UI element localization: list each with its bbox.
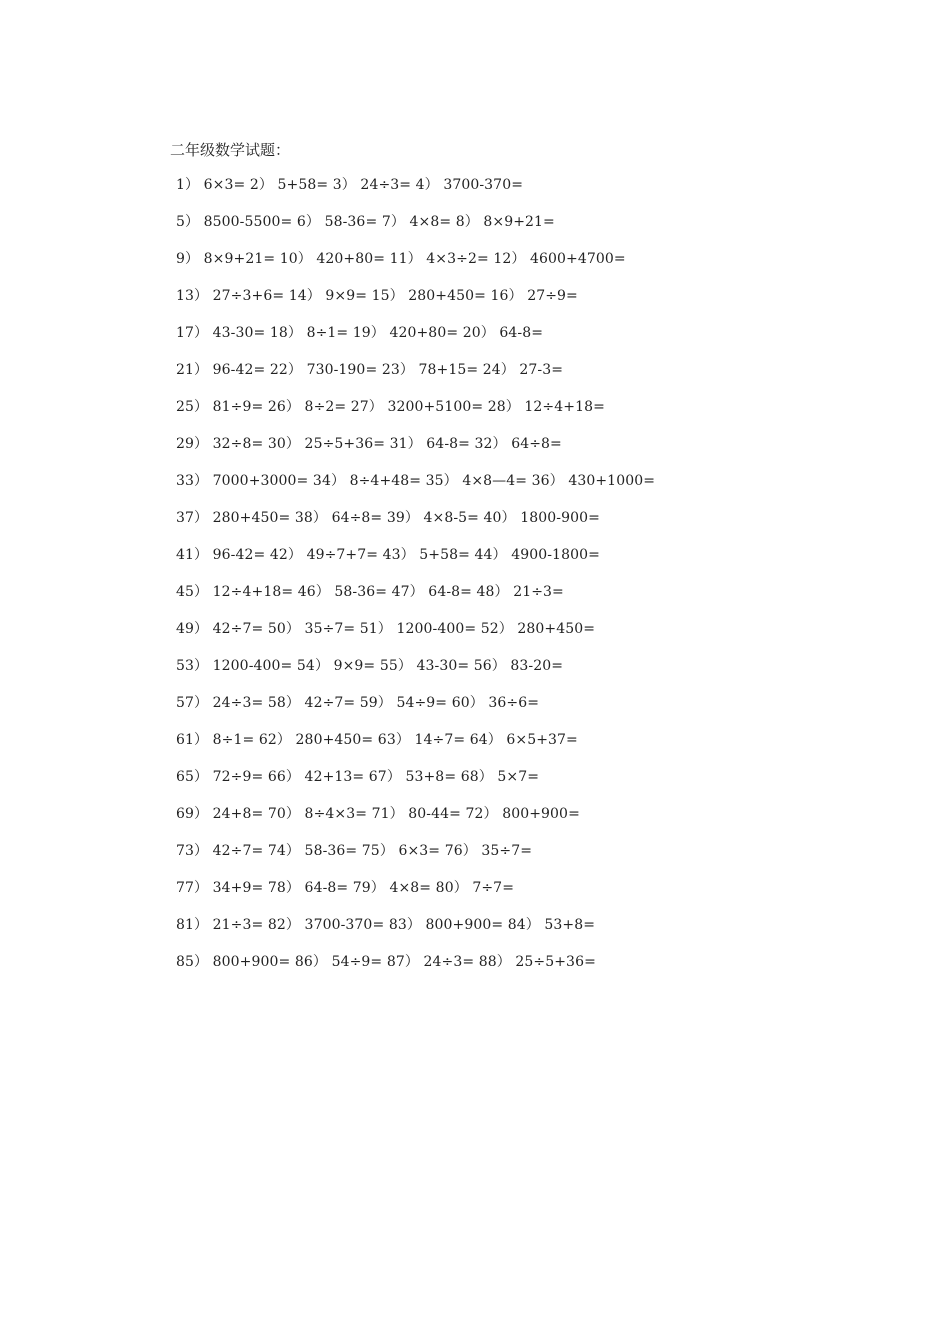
problem-row: 45） 12÷4+18= 46） 58-36= 47） 64-8= 48） 21÷3= — [176, 584, 564, 600]
problem-row: 9） 8×9+21= 10） 420+80= 11） 4×3÷2= 12） 4600+4700= — [176, 251, 626, 267]
problem-row: 61） 8÷1= 62） 280+450= 63） 14÷7= 64） 6×5+37= — [176, 732, 578, 748]
problem-row: 21） 96-42= 22） 730-190= 23） 78+15= 24） 27-3= — [176, 362, 564, 378]
problem-row: 5） 8500-5500= 6） 58-36= 7） 4×8= 8） 8×9+21= — [176, 214, 555, 230]
problem-row: 53） 1200-400= 54） 9×9= 55） 43-30= 56） 83-20= — [176, 658, 564, 674]
problem-row: 73） 42÷7= 74） 58-36= 75） 6×3= 76） 35÷7= — [176, 843, 533, 859]
problem-row: 81） 21÷3= 82） 3700-370= 83） 800+900= 84） 53+8= — [176, 917, 596, 933]
problem-row: 17） 43-30= 18） 8÷1= 19） 420+80= 20） 64-8= — [176, 325, 544, 341]
problem-row: 57） 24÷3= 58） 42÷7= 59） 54÷9= 60） 36÷6= — [176, 695, 540, 711]
problem-row: 65） 72÷9= 66） 42+13= 67） 53+8= 68） 5×7= — [176, 769, 540, 785]
problem-row: 41） 96-42= 42） 49÷7+7= 43） 5+58= 44） 4900-1800= — [176, 547, 600, 563]
problem-row: 77） 34+9= 78） 64-8= 79） 4×8= 80） 7÷7= — [176, 880, 515, 896]
problem-row: 85） 800+900= 86） 54÷9= 87） 24÷3= 88） 25÷5+36= — [176, 954, 596, 970]
problem-row: 13） 27÷3+6= 14） 9×9= 15） 280+450= 16） 27÷9= — [176, 288, 578, 304]
problem-row: 33） 7000+3000= 34） 8÷4+48= 35） 4×8—4= 36） 430+1000= — [176, 473, 656, 489]
problem-row: 37） 280+450= 38） 64÷8= 39） 4×8-5= 40） 1800-900= — [176, 510, 600, 526]
problem-row: 1） 6×3= 2） 5+58= 3） 24÷3= 4） 3700-370= — [176, 177, 524, 193]
problem-list — [176, 175, 876, 989]
page-title: 二年级数学试题： — [170, 141, 291, 159]
problem-row: 25） 81÷9= 26） 8÷2= 27） 3200+5100= 28） 12÷4+18= — [176, 399, 605, 415]
problem-row: 29） 32÷8= 30） 25÷5+36= 31） 64-8= 32） 64÷8= — [176, 436, 562, 452]
problem-row: 49） 42÷7= 50） 35÷7= 51） 1200-400= 52） 280+450= — [176, 621, 596, 637]
problem-row: 69） 24+8= 70） 8÷4×3= 71） 80-44= 72） 800+900= — [176, 806, 580, 822]
